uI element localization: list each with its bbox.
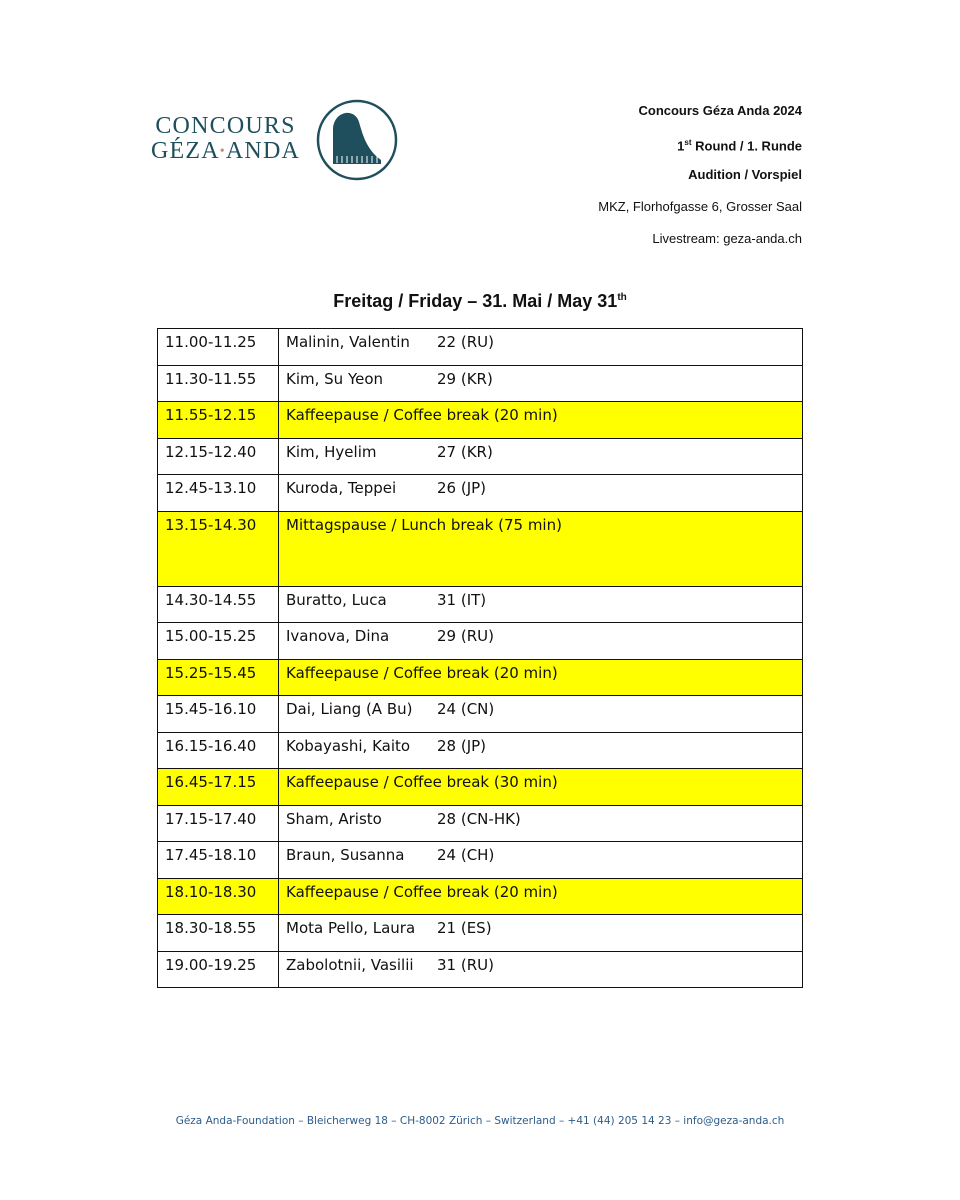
performer-cell xyxy=(279,842,803,879)
time-slot: 14.30-14.55 xyxy=(158,586,279,623)
performer-age-country: 31 (RU) xyxy=(437,955,494,974)
schedule-table xyxy=(157,328,803,988)
performer-row xyxy=(158,365,803,402)
performer-row xyxy=(158,732,803,769)
performer-age-country: 26 (JP) xyxy=(437,479,487,497)
performer-row xyxy=(158,842,803,879)
footer: Géza Anda-Foundation – Bleicherweg 18 – CH-8002 Zürich – Switzerland – +41 (44) 205 14 23 – info@geza-anda.ch xyxy=(175,1115,785,1127)
break-row xyxy=(158,769,803,806)
time-slot: 11.30-11.55 xyxy=(158,365,279,402)
break-row xyxy=(158,878,803,915)
time-slot: 18.30-18.55 xyxy=(158,915,279,952)
performer-row xyxy=(158,586,803,623)
performer-age-country: 24 (CN) xyxy=(437,700,495,718)
performer-row xyxy=(158,805,803,842)
performer-cell xyxy=(279,915,803,952)
time-slot: 15.00-15.25 xyxy=(158,623,279,660)
time-slot: 16.15-16.40 xyxy=(158,732,279,769)
time-slot: 15.25-15.45 xyxy=(158,659,279,696)
performer-age-country: 29 (KR) xyxy=(437,369,493,388)
performer-name: Kim, Hyelim xyxy=(286,442,377,461)
performer-name: Ivanova, Dina xyxy=(286,627,390,645)
break-label: Kaffeepause / Coffee break (20 min) xyxy=(279,402,803,439)
performer-row xyxy=(158,696,803,733)
piano-emblem-icon xyxy=(315,98,399,182)
break-label: Kaffeepause / Coffee break (20 min) xyxy=(279,659,803,696)
event-info xyxy=(598,100,802,260)
time-slot: 17.15-17.40 xyxy=(158,805,279,842)
break-row xyxy=(158,511,803,586)
break-label: Kaffeepause / Coffee break (30 min) xyxy=(279,769,803,806)
performer-age-country: 22 (RU) xyxy=(437,333,494,351)
round-label: 1st Round / 1. Runde xyxy=(677,138,802,154)
time-slot: 12.15-12.40 xyxy=(158,438,279,475)
performer-name: Buratto, Luca xyxy=(286,590,387,609)
performer-name: Zabolotnii, Vasilii xyxy=(286,955,414,974)
logo xyxy=(143,98,403,184)
time-slot: 17.45-18.10 xyxy=(158,842,279,879)
venue-label: MKZ, Florhofgasse 6, Grosser Saal xyxy=(598,199,802,214)
performer-cell xyxy=(279,329,803,366)
performer-name: Kobayashi, Kaito xyxy=(286,736,411,755)
time-slot: 11.55-12.15 xyxy=(158,402,279,439)
performer-name: Sham, Aristo xyxy=(286,809,382,828)
time-slot: 11.00-11.25 xyxy=(158,329,279,366)
time-slot: 18.10-18.30 xyxy=(158,878,279,915)
competition-name: Concours Géza Anda 2024 xyxy=(638,103,802,118)
performer-age-country: 27 (KR) xyxy=(437,442,493,461)
logo-wordmark xyxy=(143,114,308,164)
break-row xyxy=(158,402,803,439)
time-slot: 12.45-13.10 xyxy=(158,475,279,512)
performer-row xyxy=(158,623,803,660)
time-slot: 13.15-14.30 xyxy=(158,511,279,586)
performer-row xyxy=(158,438,803,475)
performer-cell xyxy=(279,951,803,988)
performer-row xyxy=(158,915,803,952)
performer-cell xyxy=(279,475,803,512)
time-slot: 19.00-19.25 xyxy=(158,951,279,988)
performer-name: Kuroda, Teppei xyxy=(286,479,397,497)
performer-age-country: 28 (JP) xyxy=(437,736,487,755)
performer-name: Malinin, Valentin xyxy=(286,333,410,351)
logo-line-2: GÉZA•ANDA xyxy=(150,138,301,164)
performer-age-country: 24 (CH) xyxy=(437,846,495,864)
performer-cell xyxy=(279,732,803,769)
break-label: Mittagspause / Lunch break (75 min) xyxy=(279,511,803,586)
performer-age-country: 29 (RU) xyxy=(437,627,494,645)
performer-name: Braun, Susanna xyxy=(286,846,405,864)
performer-name: Dai, Liang (A Bu) xyxy=(286,700,413,718)
time-slot: 15.45-16.10 xyxy=(158,696,279,733)
performer-age-country: 31 (IT) xyxy=(437,590,487,609)
performer-row xyxy=(158,475,803,512)
livestream-label: Livestream: geza-anda.ch xyxy=(652,231,802,246)
stage-label: Audition / Vorspiel xyxy=(688,167,802,182)
performer-cell xyxy=(279,438,803,475)
performer-cell xyxy=(279,696,803,733)
performer-row xyxy=(158,951,803,988)
performer-row xyxy=(158,329,803,366)
performer-name: Kim, Su Yeon xyxy=(286,369,384,388)
break-label: Kaffeepause / Coffee break (20 min) xyxy=(279,878,803,915)
performer-age-country: 28 (CN-HK) xyxy=(437,809,521,828)
break-row xyxy=(158,659,803,696)
page-title: Freitag / Friday – 31. Mai / May 31th xyxy=(333,291,627,311)
time-slot: 16.45-17.15 xyxy=(158,769,279,806)
performer-cell xyxy=(279,623,803,660)
performer-cell xyxy=(279,586,803,623)
performer-name: Mota Pello, Laura xyxy=(286,919,416,937)
logo-line-1: CONCOURS xyxy=(155,113,296,139)
performer-cell xyxy=(279,805,803,842)
performer-age-country: 21 (ES) xyxy=(437,919,492,937)
performer-cell xyxy=(279,365,803,402)
